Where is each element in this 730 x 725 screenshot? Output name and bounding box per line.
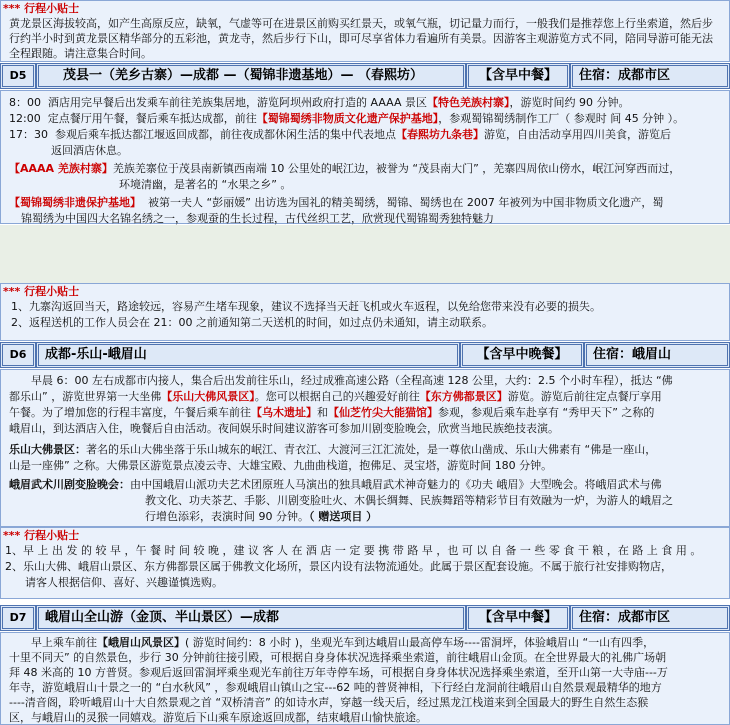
stars-icon: *** [3, 2, 21, 15]
day-body-d6 [0, 369, 730, 527]
section-gap [0, 225, 730, 283]
tips-line: 1、早 上 出 发 的 较 早 ，午 餐 时 间 较 晚 ，建 议 客 人 在 酒 店 一 定 要 携 带 路 早 ，也 可 以 自 备 一 些 零 食 干 粮 ，在 路 上 食 用 。 [5, 544, 702, 557]
day-body-d5 [0, 90, 730, 224]
tips-text: 黄龙景区海拔较高，如产生高原反应，缺氧，气虚等可在进景区前购买红景天，或氧气瓶，切记量力而行，一般我们是推荐您上行坐索道，然后步行约半小时到黄龙景区精华部分的五彩池，黄龙寺，然后步行下山，即可尽享省体力看遍所有美景。因游客主观游览方式不同，陪同导游可能无法全程跟随。请注意集合时间。 [9, 17, 713, 60]
day-meals: 【含早中晚餐】 [460, 342, 584, 368]
day-stay: 住宿：成都市区 [570, 605, 730, 631]
day-body-d7 [0, 632, 730, 725]
note-line-cont: 山是一座佛” 之称。大佛景区游览景点凌云寺、大雄宝殿、九曲曲栈道，抱佛足、灵宝塔，游览时间 180 分钟。 [9, 459, 553, 472]
paragraph-line: ----清音阁，聆听峨眉山十大自然景观之首 “双桥清音” 的如诗水声，穿越一线天后，经过黑龙江栈道来到全国最大的野生自然生态猴 [9, 696, 649, 709]
day-code: D6 [0, 342, 36, 368]
tips-line: 2、乐山大佛、峨眉山景区、东方佛都景区属于佛教文化场所，景区内设有法物流通处。此属于景区配套设施。不属于旅行社安排购物店， [5, 560, 672, 573]
tips-title: *** 行程小贴士 [3, 2, 80, 15]
day-header-d6 [0, 342, 730, 368]
paragraph-line: 年寺，游览峨眉山十景之一的 “白水秋风” ，参观峨眉山镇山之宝---62 吨的普贤神相，下行经白龙洞前往峨眉山自然景观最精华的地方 [9, 681, 662, 694]
day-code: D7 [0, 605, 36, 631]
note-line-cont: 行增色添彩，表演时间 90 分钟。（ 赠送项目 ） [145, 510, 378, 523]
schedule-line: 17：30 参观后乘车抵达都江堰返回成都，前往夜成都休闲生活的集中代表地点【春熙坊九条巷】游览，自由活动享用四川美食，游览后 [9, 128, 671, 141]
day-header-d5 [0, 63, 730, 89]
paragraph-line: 十里不同天” 的自然景色，步行 30 分钟前往接引殿，可根据自身身体状况选择乘坐索道，前往峨眉山金顶。在全世界最大的礼佛广场朝 [9, 651, 667, 664]
tips-panel-1 [0, 0, 730, 62]
tips-title: *** 行程小贴士 [3, 285, 80, 298]
paragraph-line: 区，与峨眉山的灵猴一同嬉戏。游览后下山乘车原途返回成都，结束峨眉山愉快旅途。 [9, 711, 427, 724]
note-line-cont: 教文化、功夫茶艺、手影、川剧变脸吐火、木偶长绸舞、民族舞蹈等精彩节目有效融为一炉，为游人的峨眉之 [145, 494, 673, 507]
paragraph-line: 午餐。为了增加您的行程丰富度，午餐后乘车前往【乌木遗址】和【仙芝竹尖大能猫馆】参观，参观后乘车赴享有 “秀甲天下” 之称的 [9, 406, 655, 419]
note-line: 峨眉武术川剧变脸晚会：由中国峨眉山派功夫艺术团原班人马演出的独具峨眉武术神奇魅力的《功夫 峨眉》大型晚会。将峨眉武术与佛 [9, 478, 662, 491]
day-header-d7 [0, 605, 730, 631]
tips-panel-2 [0, 283, 730, 341]
day-route: 成都-乐山-峨眉山 [36, 342, 460, 368]
tips-line: 请客人根据信仰、喜好、兴趣谨慎选购。 [25, 576, 223, 589]
note-line-cont: 环境清幽，是著名的 “水果之乡” 。 [119, 178, 292, 191]
day-meals: 【含早中餐】 [466, 63, 570, 89]
schedule-line-cont: 返回酒店休息。 [51, 144, 128, 157]
stars-icon: *** [3, 529, 21, 542]
paragraph-line: 峨眉山，到达酒店入住，晚餐后自由活动。夜间娱乐时间建议游客可参加川剧变脸晚会，欣赏当地民族绝技表演。 [9, 422, 559, 435]
note-line-cont: 锦蜀绣为中国四大名锦名绣之一，参观蚕的生长过程，古代丝织工艺，欣赏现代蜀锦蜀秀独特魅力 [21, 212, 494, 225]
day-route: 峨眉山全山游（金顶、半山景区）—成都 [36, 605, 466, 631]
schedule-line: 8：00 酒店用完早餐后出发乘车前往羌族集居地，游览阿坝州政府打造的 AAAA 景区【特色羌族村寨】，游览时间约 90 分钟。 [9, 96, 630, 109]
day-meals: 【含早中餐】 [466, 605, 570, 631]
day-stay: 住宿：峨眉山 [584, 342, 730, 368]
note-line: 乐山大佛景区：著名的乐山大佛坐落于乐山城东的岷江、青衣江、大渡河三江汇流处，是一尊依山凿成、乐山大佛素有 “佛是一座山， [9, 443, 657, 456]
note-line: 【蜀锦蜀绣非遗保护基地】 被第一夫人 “彭丽媛” 出访选为国礼的精美蜀绣，蜀锦、蜀绣也在 2007 年被列为中国非物质文化遗产，蜀 [9, 196, 664, 209]
day-stay: 住宿：成都市区 [570, 63, 730, 89]
tips-title: *** 行程小贴士 [3, 529, 80, 542]
paragraph-line: 早上乘车前往【峨眉山风景区】( 游览时间约：8 小时 )，坐观光车到达峨眉山最高停车场----雷洞坪，体验峨眉山 “一山有四季， [31, 636, 655, 649]
note-line: 【AAAA 羌族村寨】羌族羌寨位于茂县南新镇西南端 10 公里处的岷江边，被誉为 “茂县南大门” ，羌寨四周依山傍水，岷江河穿西而过， [9, 162, 681, 175]
tips-line: 2、返程送机的工作人员会在 21：00 之前通知第二天送机的时间，如过点仍未通知，请主动联系。 [11, 316, 493, 329]
paragraph-line: 都乐山” ，游览世界第一大坐佛【乐山大佛风景区】。您可以根据自己的兴趣爱好前往【东方佛都景区】游览。游览后前往定点餐厅享用 [9, 390, 662, 403]
tips-panel-3 [0, 527, 730, 599]
paragraph-line: 早晨 6：00 左右成都市内接人，集合后出发前往乐山，经过成雅高速公路（全程高速 128 公里，大约：2.5 个小时车程），抵达 “佛 [31, 374, 673, 387]
stars-icon: *** [3, 285, 21, 298]
day-route: 茂县一（羌乡古寨）—成都 —（蜀锦非遗基地）— （春熙坊） [36, 63, 466, 89]
paragraph-line: 拜 48 米高的 10 方普贤。参观后返回雷洞坪乘坐观光车前往万年寺停车场，可根据自身身体状况选择乘坐索道，至开山第一大寺庙---万 [9, 666, 668, 679]
tips-line: 1、九寨沟返回当天，路途较远，容易产生堵车现象，建议不选择当天赶飞机或火车返程，以免给您带来没有必要的损失。 [11, 300, 601, 313]
day-code: D5 [0, 63, 36, 89]
schedule-line: 12:00 定点餐厅用午餐，餐后乘车抵达成都，前往【蜀锦蜀绣非物质文化遗产保护基地】，参观蜀锦蜀绣制作工厂（ 参观时 间 45 分钟 ）。 [9, 112, 685, 125]
